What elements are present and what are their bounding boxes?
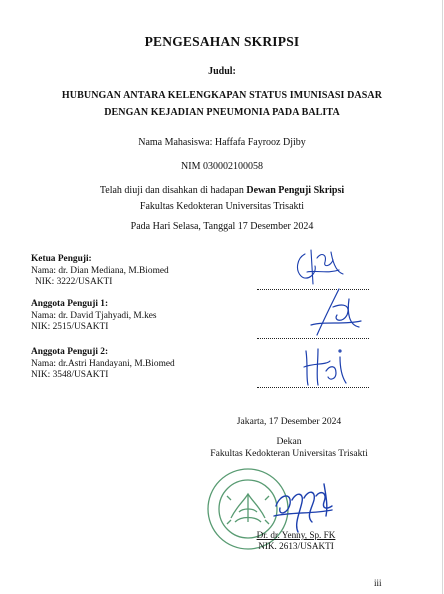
student-name: Nama Mahasiswa: Haffafa Fayrooz Djiby	[138, 137, 306, 148]
exam-date: Pada Hari Selasa, Tanggal 17 Desember 2024	[130, 221, 314, 232]
examiner-member-1	[31, 299, 157, 334]
examiner-role: Anggota Penguji 2:	[31, 347, 109, 357]
examiner-chair	[31, 254, 169, 289]
dean-faculty: Fakultas Kedokteran Universitas Trisakti	[210, 448, 368, 459]
examiner-nik: NIK: 2515/USAKTI	[31, 322, 109, 332]
dean-nik: NIK. 2613/USAKTI	[258, 541, 334, 551]
thesis-title-line-2: DENGAN KEJADIAN PNEUMONIA PADA BALITA	[104, 107, 340, 118]
examiner-role: Anggota Penguji 1:	[31, 299, 109, 309]
signature-member-1	[303, 285, 373, 341]
dean-name: Dr. dr. Yenny, Sp. FK	[256, 530, 336, 540]
dean-signature-block	[252, 530, 340, 552]
exam-statement	[0, 185, 444, 196]
judul-label: Judul:	[208, 66, 236, 77]
examiner-name: Nama: dr. David Tjahyadi, M.kes	[31, 310, 157, 321]
exam-board: Dewan Penguji Skripsi	[246, 185, 345, 196]
examiner-nik: NIK: 3222/USAKTI	[35, 277, 113, 287]
examiner-name: Nama: dr.Astri Handayani, M.Biomed	[31, 358, 175, 369]
page-title: PENGESAHAN SKRIPSI	[144, 34, 300, 49]
student-nim: NIM 030002100058	[181, 161, 263, 172]
page-number: iii	[374, 578, 382, 588]
examiner-name: Nama: dr. Dian Mediana, M.Biomed	[31, 265, 169, 276]
dean-title: Dekan	[276, 436, 302, 447]
signature-member-2	[296, 343, 356, 391]
place-date: Jakarta, 17 Desember 2024	[236, 416, 342, 427]
examiner-nik: NIK: 3548/USAKTI	[31, 370, 109, 380]
examiner-role: Ketua Penguji:	[31, 254, 92, 264]
exam-faculty: Fakultas Kedokteran Universitas Trisakti	[139, 201, 305, 212]
exam-statement-prefix: Telah diuji dan disahkan di hadapan	[99, 185, 247, 196]
thesis-title-line-1: HUBUNGAN ANTARA KELENGKAPAN STATUS IMUNISASI DASAR	[61, 90, 383, 101]
examiner-member-2	[31, 347, 175, 382]
